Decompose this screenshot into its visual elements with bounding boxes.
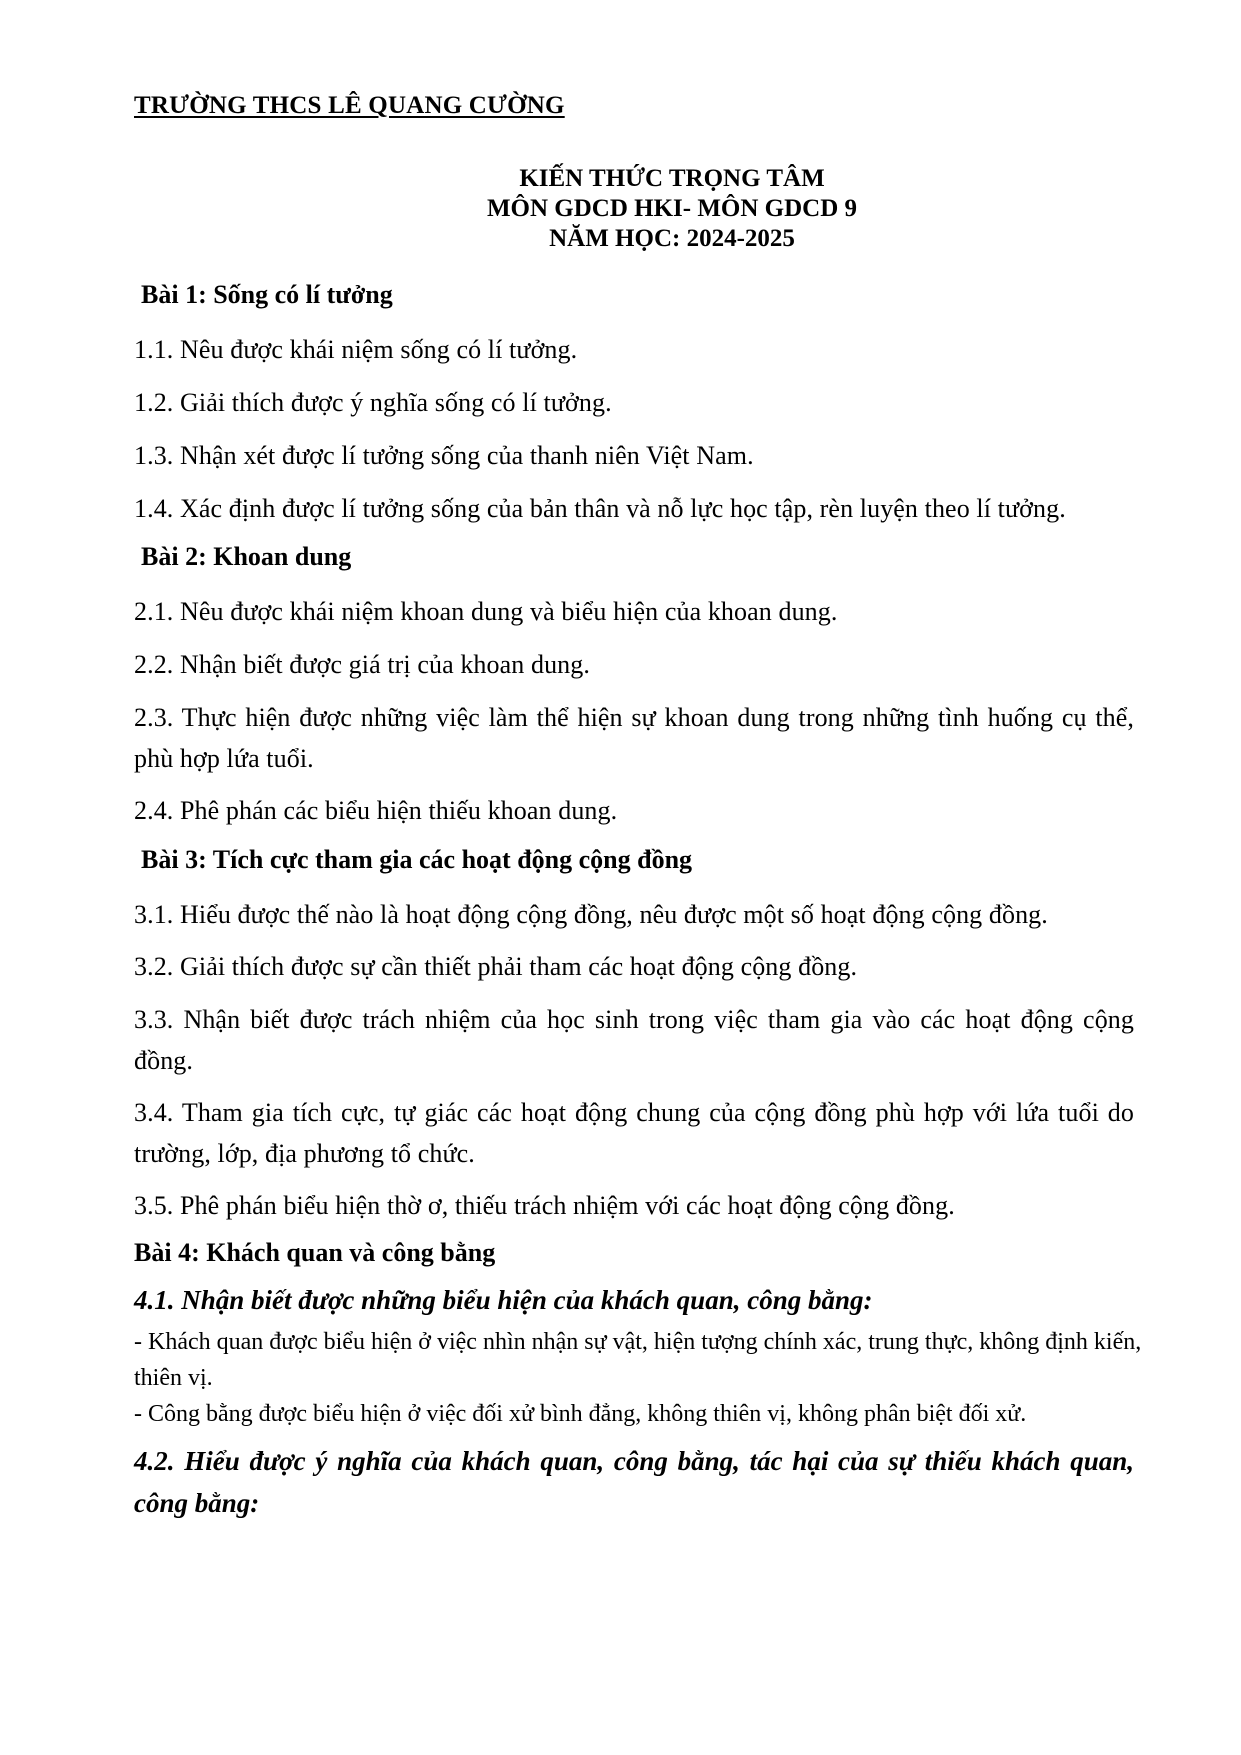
title-line-3: NĂM HỌC: 2024-2025: [549, 225, 795, 252]
lesson-2-item-3: 2.3. Thực hiện được những việc làm thể hiện sự khoan dung trong những tình huống cụ thể, phù hợp lứa tuổi.: [134, 703, 1134, 773]
school-name: TRƯỜNG THCS LÊ QUANG CƯỜNG: [134, 92, 565, 119]
lesson-4-subheading-2: 4.2. Hiểu được ý nghĩa của khách quan, công bằng, tác hại của sự thiếu khách quan, công bằng:: [134, 1446, 1134, 1518]
lesson-3-item-1: 3.1. Hiểu được thế nào là hoạt động cộng đồng, nêu được một số hoạt động cộng đồng.: [134, 900, 1048, 929]
lesson-1-item-2: 1.2. Giải thích được ý nghĩa sống có lí tưởng.: [134, 388, 612, 417]
lesson-3-item-3: 3.3. Nhận biết được trách nhiệm của học sinh trong việc tham gia vào các hoạt động cộng đồng.: [134, 1005, 1134, 1075]
lesson-3-title: Bài 3: Tích cực tham gia các hoạt động cộng đồng: [141, 845, 693, 874]
lesson-1-item-3: 1.3. Nhận xét được lí tưởng sống của thanh niên Việt Nam.: [134, 441, 754, 470]
title-line-1: KIẾN THỨC TRỌNG TÂM: [519, 165, 825, 192]
lesson-4-title: Bài 4: Khách quan và công bằng: [134, 1238, 496, 1267]
title-line-2: MÔN GDCD HKI- MÔN GDCD 9: [486, 195, 858, 222]
lesson-3-item-5: 3.5. Phê phán biểu hiện thờ ơ, thiếu trách nhiệm với các hoạt động cộng đồng.: [134, 1191, 955, 1220]
lesson-3-item-4: 3.4. Tham gia tích cực, tự giác các hoạt động chung của cộng đồng phù hợp với lứa tuổi do trường, lớp, địa phương tổ chức.: [134, 1098, 1134, 1168]
lesson-2-item-4: 2.4. Phê phán các biểu hiện thiếu khoan dung.: [134, 796, 618, 825]
lesson-2-title: Bài 2: Khoan dung: [141, 542, 352, 571]
lesson-3-item-2: 3.2. Giải thích được sự cần thiết phải tham các hoạt động cộng đồng.: [134, 952, 858, 981]
lesson-1-title: Bài 1: Sống có lí tưởng: [141, 280, 393, 309]
lesson-4-note-1: - Khách quan được biểu hiện ở việc nhìn nhận sự vật, hiện tượng chính xác, trung thực, không định kiến, thiên vị.: [134, 1329, 1142, 1391]
lesson-2-item-2: 2.2. Nhận biết được giá trị của khoan dung.: [134, 650, 590, 679]
lesson-1-item-4: 1.4. Xác định được lí tưởng sống của bản thân và nỗ lực học tập, rèn luyện theo lí tưởng.: [134, 494, 1066, 523]
lesson-2-item-1: 2.1. Nêu được khái niệm khoan dung và biểu hiện của khoan dung.: [134, 597, 838, 626]
document-title: [300, 164, 1044, 254]
document-body: [134, 278, 1142, 1530]
lesson-4-note-2: - Công bằng được biểu hiện ở việc đối xử bình đẳng, không thiên vị, không phân biệt đối xử.: [134, 1401, 1027, 1427]
lesson-4-subheading-1: 4.1. Nhận biết được những biểu hiện của khách quan, công bằng:: [134, 1285, 873, 1315]
lesson-1-item-1: 1.1. Nêu được khái niệm sống có lí tưởng.: [134, 335, 578, 364]
